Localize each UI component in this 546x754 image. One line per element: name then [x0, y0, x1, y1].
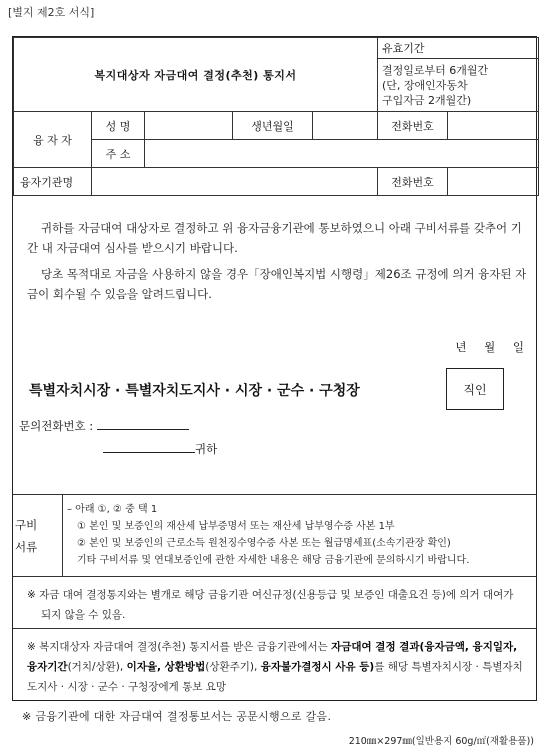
birthdate-label: 생년월일 — [233, 112, 313, 140]
lending-disclaimer — [13, 576, 536, 628]
address-label: 주 소 — [92, 140, 145, 168]
recipient-line — [103, 441, 217, 457]
required-documents — [13, 494, 536, 576]
address-field[interactable] — [145, 140, 539, 168]
disclaimer-line: ※ 자금 대여 결정통지와는 별개로 해당 금융기관 여신규정(신용등급 및 보증인 대출요건 등)에 의거 대여가 — [27, 589, 514, 601]
notice-body — [13, 196, 536, 494]
name-label: 성 명 — [92, 112, 145, 140]
borrower-section-label: 융 자 자 — [14, 112, 92, 168]
note-text: (상환주기), — [205, 661, 261, 673]
documents-label-line: 서류 — [15, 539, 38, 554]
documents-label-line: 구비 — [15, 517, 38, 532]
documents-item: ② 본인 및 보증인의 근로소득 원천징수영수증 사본 또는 월급명세표(소속기관장 확인) — [77, 538, 451, 549]
validity-line: (단, 장애인자동차 — [382, 78, 468, 92]
institution-phone-label: 전화번호 — [378, 168, 448, 196]
documents-list — [63, 495, 536, 576]
documents-intro: – 아래 ①, ② 중 택 1 — [67, 504, 158, 515]
note-emphasis: 이자율, 상환방법 — [126, 661, 206, 673]
documents-item: ① 본인 및 보증인의 재산세 납부증명서 또는 재산세 납부영수증 사본 1부 — [77, 521, 395, 532]
name-field[interactable] — [145, 112, 233, 140]
inquiry-phone-blank[interactable] — [97, 418, 189, 430]
validity-line: 구입자금 2개월간) — [382, 93, 472, 107]
issue-date: 년 월 일 — [455, 340, 524, 354]
notice-paragraph-1: 귀하를 자금대여 대상자로 결정하고 위 융자금융기관에 통보하였으니 아래 구비서류를 갖추어 기간 내 자금대여 심사를 받으시기 바랍니다. — [27, 221, 522, 255]
birthdate-field[interactable] — [313, 112, 378, 140]
inquiry-phone — [19, 418, 189, 434]
validity-line: 결정일로부터 6개월간 — [382, 63, 489, 77]
inquiry-phone-label: 문의전화번호 : — [19, 419, 94, 433]
documents-label — [13, 495, 63, 576]
form-title: 복지대상자 자금대여 결정(추천) 통지서 — [14, 38, 378, 112]
borrower-phone-field[interactable] — [448, 112, 539, 140]
note-text: ※ 복지대상자 자금대여 결정(추천) 통지서를 받은 금융기관에서는 — [27, 641, 332, 653]
recipient-name-blank[interactable] — [103, 441, 195, 453]
issuing-authority: 특별자치시장 · 특별자치도지사 · 시장 · 군수 · 구청장 — [29, 383, 360, 399]
validity-heading: 유효기간 — [378, 38, 539, 59]
paper-size-spec: 210㎜×297㎜(일반용지 60g/㎡(재활용품)) — [348, 736, 534, 747]
note-text: (거치/상환), — [67, 661, 127, 673]
validity-period — [378, 59, 539, 112]
disclaimer-line: 되지 않을 수 있음. — [41, 609, 126, 621]
institution-reporting-note — [13, 628, 536, 701]
institution-field[interactable] — [92, 168, 378, 196]
recipient-suffix: 귀하 — [195, 442, 218, 456]
official-seal-box: 직인 — [446, 368, 504, 410]
institution-phone-field[interactable] — [448, 168, 539, 196]
note-text: 를 해당 특별자치시장 · 특별자치도지사 · 시장 · 군수 · 구청장에게 통보 요망 — [27, 661, 523, 693]
borrower-phone-label: 전화번호 — [378, 112, 448, 140]
documents-item: 기타 구비서류 및 연대보증인에 관한 자세한 내용은 해당 금융기관에 문의하시기 바랍니다. — [77, 555, 470, 566]
note-emphasis: 융자불가결정시 사유 등) — [260, 661, 375, 673]
info-table — [13, 37, 539, 196]
footer-note: ※ 금융기관에 대한 자금대여 결정통보서는 공문시행으로 갈음. — [22, 710, 332, 723]
institution-label: 융자기관명 — [14, 168, 92, 196]
note-emphasis: 자금대여 결정 결과(융자금액, 융지일자, 융자기간 — [27, 641, 518, 673]
notice-form — [12, 36, 537, 701]
notice-paragraph-2: 당초 목적대로 자금을 사용하지 않을 경우「장애인복지법 시행령」제26조 규정에 의거 융자된 자금이 회수될 수 있음을 알려드립니다. — [27, 267, 527, 301]
form-number-tag: [별지 제2호 서식] — [8, 6, 95, 19]
